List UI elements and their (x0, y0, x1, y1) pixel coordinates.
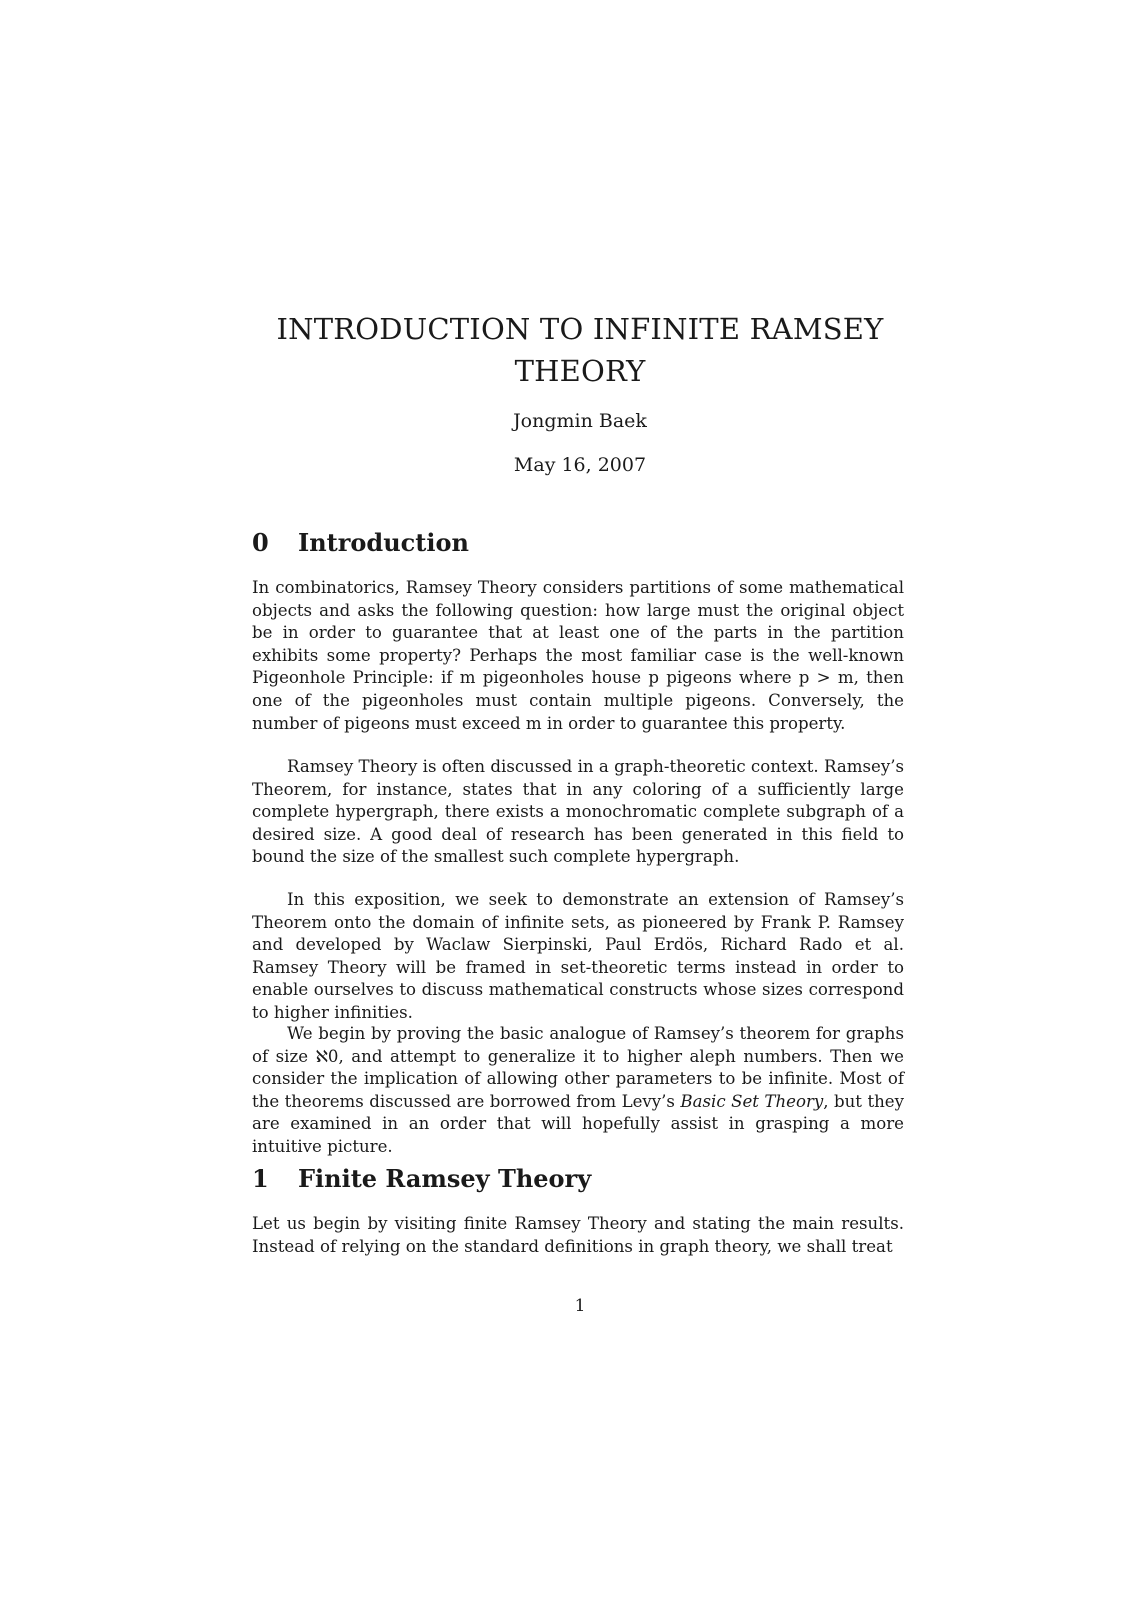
section-number: 1 (252, 1164, 269, 1193)
paragraph: We begin by proving the basic analogue of Ramsey’s theorem for graphs of size ℵ0, and attempt to generalize it to higher aleph numbers. Then we consider the implication of allowing other parameters to be infinite. Most of the theorems discussed are borrowed from Levy’s Basic Set Theory, but they are examined in an order that will hopefully assist in grasping a more intuitive picture. (252, 1024, 904, 1156)
paragraph: In this exposition, we seek to demonstrate an extension of Ramsey’s Theorem onto the domain of infinite sets, as pioneered by Frank P. Ramsey and developed by Waclaw Sierpinski, Paul Erdös, Richard Rado et al. Ramsey Theory will be framed in set-theoretic terms instead in order to enable ourselves to discuss mathematical constructs whose sizes correspond to higher infinities. (252, 890, 904, 1022)
page-number: 1 (574, 1296, 586, 1316)
section-title: Introduction (298, 528, 469, 557)
section-heading-finite-ramsey-theory (252, 1162, 912, 1196)
section-title: Finite Ramsey Theory (298, 1164, 592, 1193)
author-name: Jongmin Baek (513, 410, 647, 432)
book-title: Basic Set Theory (680, 1091, 824, 1111)
paper-date: May 16, 2007 (513, 454, 647, 476)
paragraph: Let us begin by visiting finite Ramsey Theory and stating the main results. Instead of relying on the standard definitions in graph theory, we shall treat (252, 1214, 904, 1256)
paragraph: Ramsey Theory is often discussed in a graph-theoretic context. Ramsey’s Theorem, for instance, states that in any coloring of a sufficiently large complete hypergraph, there exists a monochromatic complete subgraph of a desired size. A good deal of research has been generated in this field to bound the size of the smallest such complete hypergraph. (252, 757, 904, 867)
paper-title: INTRODUCTION TO INFINITE RAMSEY THEORY (276, 312, 884, 388)
paragraph: In combinatorics, Ramsey Theory considers partitions of some mathematical objects and asks the following question: how large must the original object be in order to guarantee that at least one of the parts in the partition exhibits some property? Perhaps the most familiar case is the well-known Pigeonhole Principle: if m pigeonholes house p pigeons where p > m, then one of the pigeonholes must contain multiple pigeons. Conversely, the number of pigeons must exceed m in order to guarantee this property. (252, 578, 904, 733)
section-number: 0 (252, 528, 269, 557)
section-heading-introduction (252, 526, 912, 560)
